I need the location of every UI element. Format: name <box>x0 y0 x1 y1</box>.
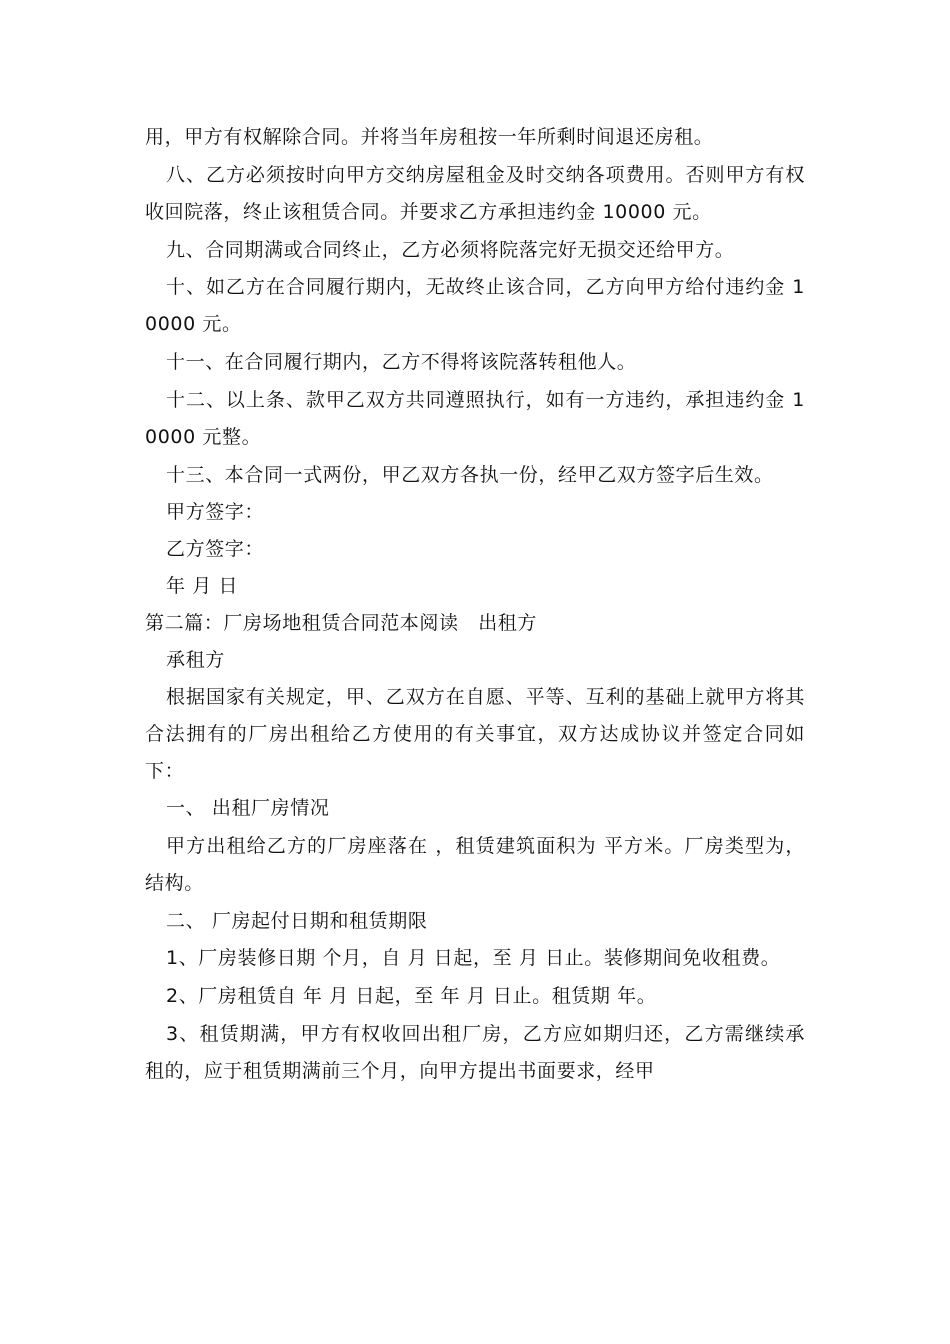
section-heading: 第二篇：厂房场地租赁合同范本阅读 出租方 <box>145 612 538 634</box>
lessee-line: 承租方 <box>166 649 225 671</box>
article-1-heading: 一、 出租厂房情况 <box>166 797 330 819</box>
article-2-heading: 二、 厂房起付日期和租赁期限 <box>166 910 428 932</box>
article-2-item-2: 2、厂房租赁自 年 月 日起，至 年 月 日止。租赁期 年。 <box>166 985 657 1007</box>
clause-11: 十一、在合同履行期内，乙方不得将该院落转租他人。 <box>166 351 637 373</box>
party-a-signature-line: 甲方签字： <box>166 501 265 523</box>
article-1-body: 甲方出租给乙方的厂房座落在 ，租赁建筑面积为 平方米。厂房类型为， 结构。 <box>145 835 812 894</box>
clause-8: 八、乙方必须按时向甲方交纳房屋租金及时交纳各项费用。否则甲方有权收回院落，终止该租赁合同。并要求乙方承担违约金 10000 元。 <box>145 164 805 223</box>
clause-9: 九、合同期满或合同终止，乙方必须将院落完好无损交还给甲方。 <box>166 239 735 261</box>
preamble: 根据国家有关规定，甲、乙双方在自愿、平等、互利的基础上就甲方将其合法拥有的厂房出租给乙方使用的有关事宜，双方达成协议并签定合同如下： <box>145 686 805 782</box>
article-2-item-3: 3、租赁期满，甲方有权收回出租厂房，乙方应如期归还，乙方需继续承租的，应于租赁期满前三个月，向甲方提出书面要求，经甲 <box>145 1023 805 1082</box>
clause-13: 十三、本合同一式两份，甲乙双方各执一份，经甲乙双方签字后生效。 <box>166 464 774 486</box>
paragraph-continuation: 用，甲方有权解除合同。并将当年房租按一年所剩时间退还房租。 <box>145 126 714 148</box>
date-line: 年 月 日 <box>166 575 239 597</box>
document-body <box>145 119 812 1090</box>
clause-12: 十二、以上条、款甲乙双方共同遵照执行，如有一方违约，承担违约金 10000 元整。 <box>145 389 805 448</box>
party-b-signature-line: 乙方签字： <box>166 538 265 560</box>
clause-10: 十、如乙方在合同履行期内，无故终止该合同，乙方向甲方给付违约金 10000 元。 <box>145 276 805 335</box>
article-2-item-1: 1、厂房装修日期 个月，自 月 日起，至 月 日止。装修期间免收租费。 <box>166 947 781 969</box>
